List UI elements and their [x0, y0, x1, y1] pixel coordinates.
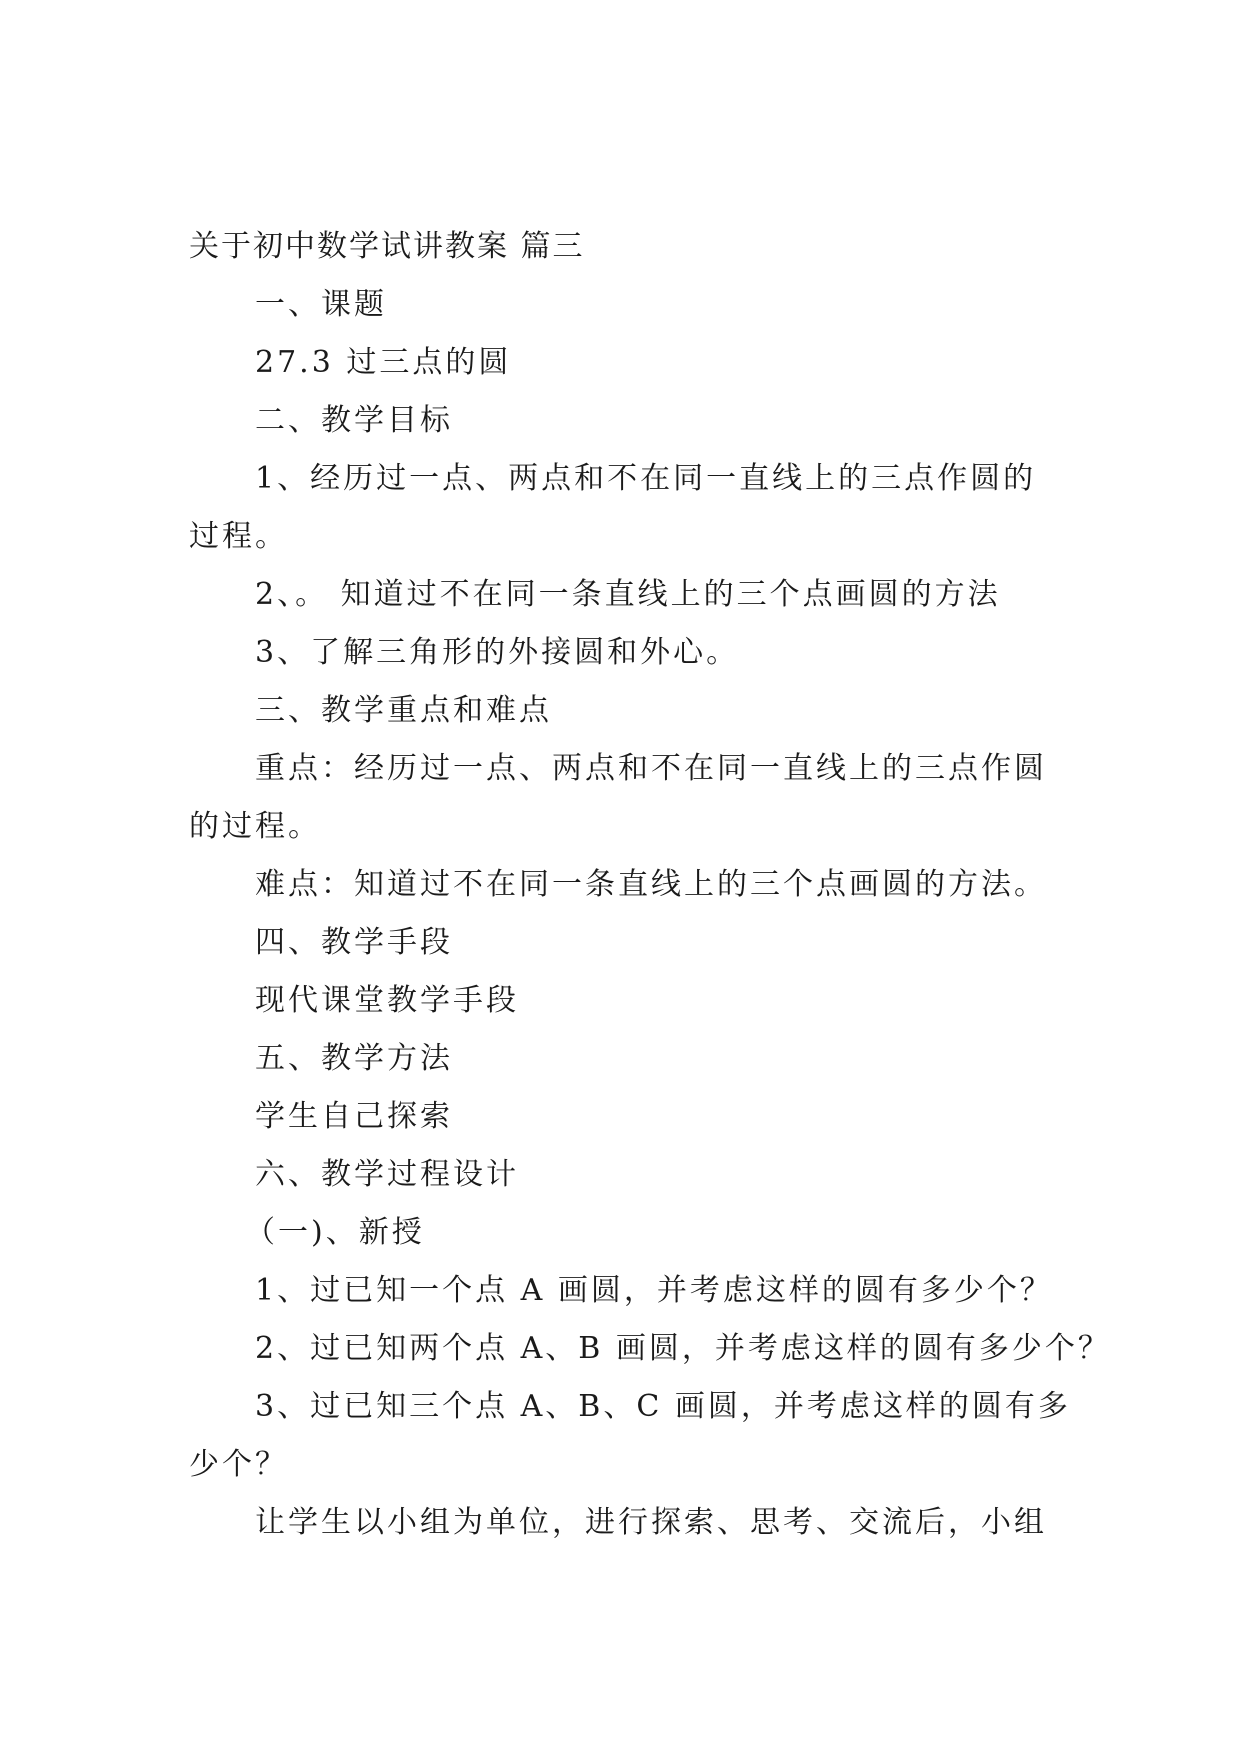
objective-2: 2、。 知道过不在同一条直线上的三个点画圆的方法 — [255, 577, 1001, 612]
section-heading-means: 四、教学手段 — [255, 925, 453, 960]
section-heading-topic: 一、课题 — [255, 287, 387, 322]
section-heading-key-points: 三、教学重点和难点 — [255, 693, 552, 728]
teaching-means: 现代课堂教学手段 — [255, 983, 519, 1018]
difficult-point: 难点：知道过不在同一条直线上的三个点画圆的方法。 — [255, 867, 1047, 902]
key-point-continued: 的过程。 — [189, 809, 321, 844]
question-1: 1、过已知一个点 A 画圆，并考虑这样的圆有多少个？ — [255, 1273, 1053, 1308]
lesson-topic: 27.3 过三点的圆 — [255, 345, 512, 380]
subsection-new-lesson: （一)、新授 — [245, 1215, 425, 1250]
question-3-continued: 少个？ — [189, 1447, 288, 1482]
section-heading-process: 六、教学过程设计 — [255, 1157, 519, 1192]
document-title: 关于初中数学试讲教案 篇三 — [189, 229, 585, 264]
objective-3: 3、了解三角形的外接圆和外心。 — [255, 635, 740, 670]
section-heading-methods: 五、教学方法 — [255, 1041, 453, 1076]
group-activity: 让学生以小组为单位，进行探索、思考、交流后，小组 — [255, 1505, 1047, 1540]
objective-1: 1、经历过一点、两点和不在同一直线上的三点作圆的 — [255, 461, 1037, 496]
document-body — [189, 218, 1111, 1552]
question-3: 3、过已知三个点 A、B、C 画圆，并考虑这样的圆有多 — [255, 1389, 1071, 1424]
teaching-method: 学生自己探索 — [255, 1099, 453, 1134]
key-point: 重点：经历过一点、两点和不在同一直线上的三点作圆 — [255, 751, 1047, 786]
objective-1-continued: 过程。 — [189, 519, 288, 554]
question-2: 2、过已知两个点 A、B 画圆，并考虑这样的圆有多少个？ — [255, 1331, 1111, 1366]
section-heading-objectives: 二、教学目标 — [255, 403, 453, 438]
